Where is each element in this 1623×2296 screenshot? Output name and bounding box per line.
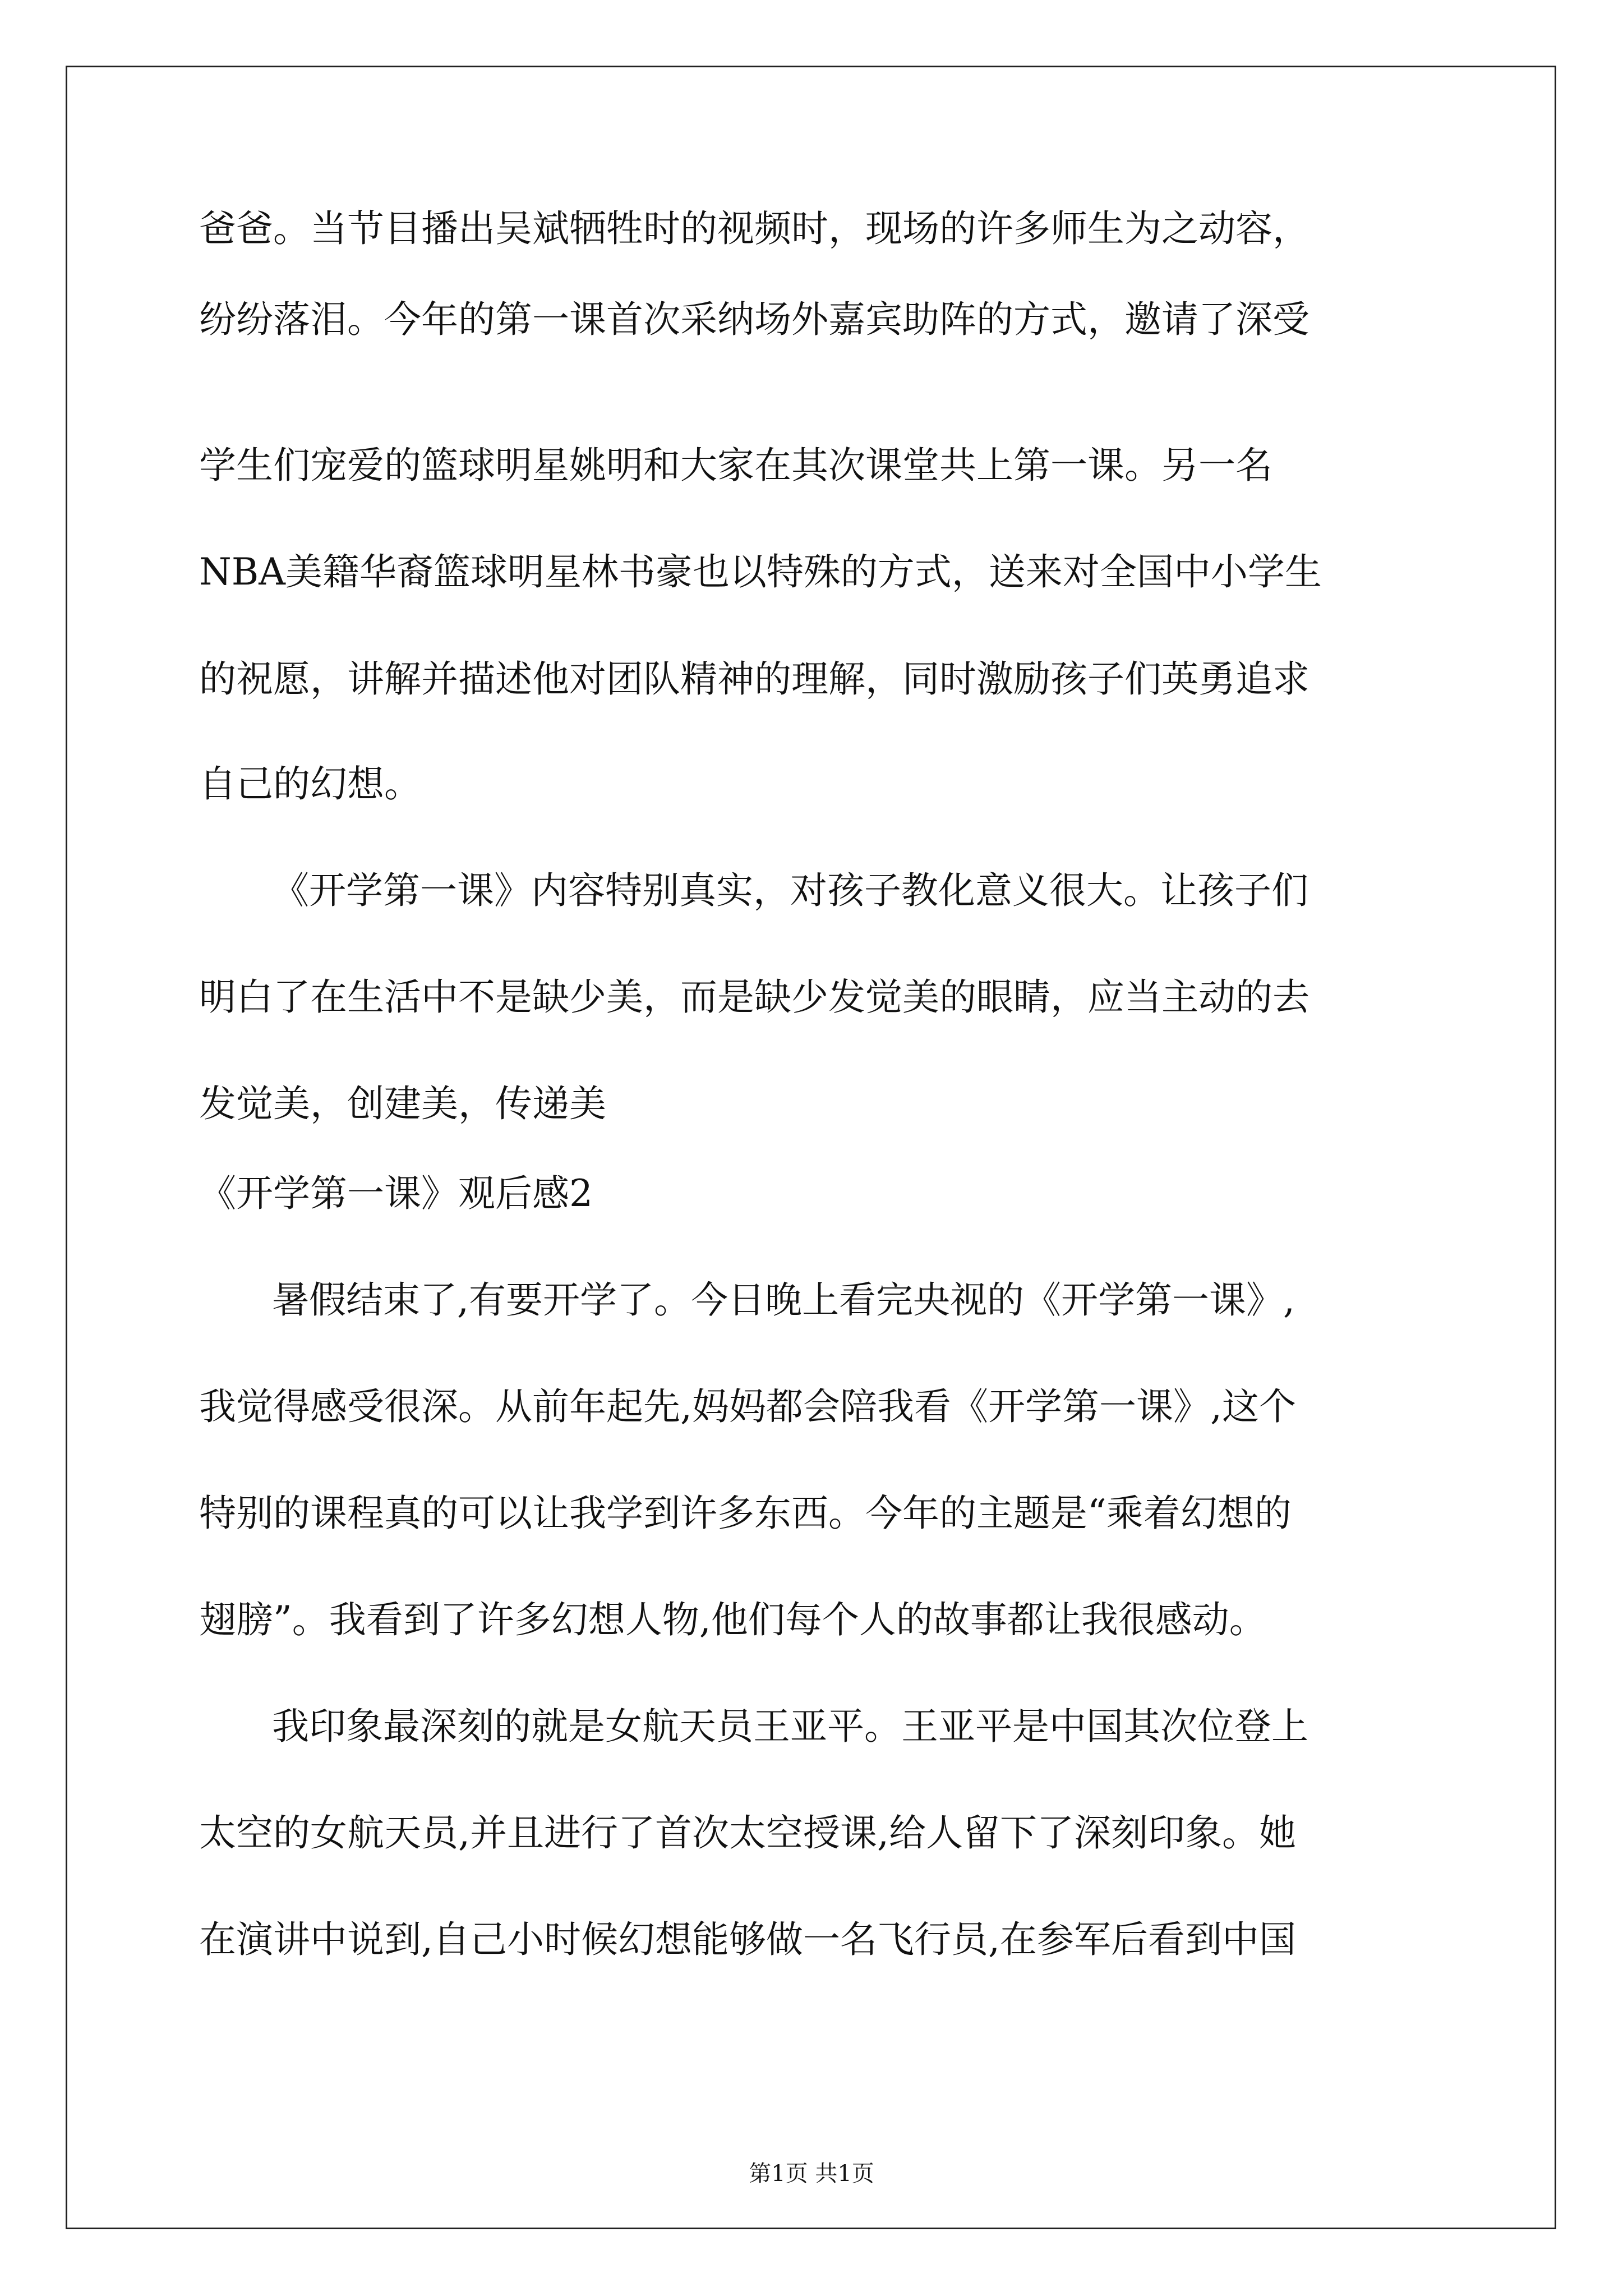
paragraph-line: 学生们宠爱的篮球明星姚明和大家在其次课堂共上第一课。另一名: [199, 444, 1272, 487]
paragraph-line: 发觉美，创建美，传递美: [199, 1082, 606, 1125]
paragraph-line: 暑假结束了,有要开学了。今日晚上看完央视的《开学第一课》,: [272, 1278, 1295, 1322]
paragraph-line: 《开学第一课》内容特别真实，对孩子教化意义很大。让孩子们: [272, 869, 1308, 912]
paragraph-line: 纷纷落泪。今年的第一课首次采纳场外嘉宾助阵的方式，邀请了深受: [199, 298, 1310, 341]
page-border: [66, 66, 1556, 2229]
paragraph-line: 翅膀”。我看到了许多幻想人物,他们每个人的故事都让我很感动。: [199, 1598, 1266, 1641]
section-title: 《开学第一课》观后感2: [199, 1172, 593, 1215]
paragraph-line: 我觉得感受很深。从前年起先,妈妈都会陪我看《开学第一课》,这个: [199, 1385, 1296, 1428]
paragraph-line: NBA美籍华裔篮球明星林书豪也以特殊的方式，送来对全国中小学生: [199, 550, 1322, 593]
paragraph-line: 太空的女航天员,并且进行了首次太空授课,给人留下了深刻印象。她: [199, 1811, 1296, 1855]
paragraph-line: 特别的课程真的可以让我学到许多东西。今年的主题是“乘着幻想的: [199, 1492, 1292, 1535]
paragraph-line: 明白了在生活中不是缺少美，而是缺少发觉美的眼睛，应当主动的去: [199, 976, 1310, 1019]
paragraph-line: 的祝愿，讲解并描述他对团队精神的理解，同时激励孩子们英勇追求: [199, 657, 1310, 701]
paragraph-line: 在演讲中说到,自己小时候幻想能够做一名飞行员,在参军后看到中国: [199, 1918, 1296, 1961]
paragraph-line: 爸爸。当节目播出吴斌牺牲时的视频时，现场的许多师生为之动容，: [199, 207, 1310, 250]
page-footer: 第1页 共1页: [749, 2161, 874, 2187]
paragraph-line: 我印象最深刻的就是女航天员王亚平。王亚平是中国其次位登上: [272, 1705, 1308, 1748]
paragraph-line: 自己的幻想。: [199, 762, 421, 806]
